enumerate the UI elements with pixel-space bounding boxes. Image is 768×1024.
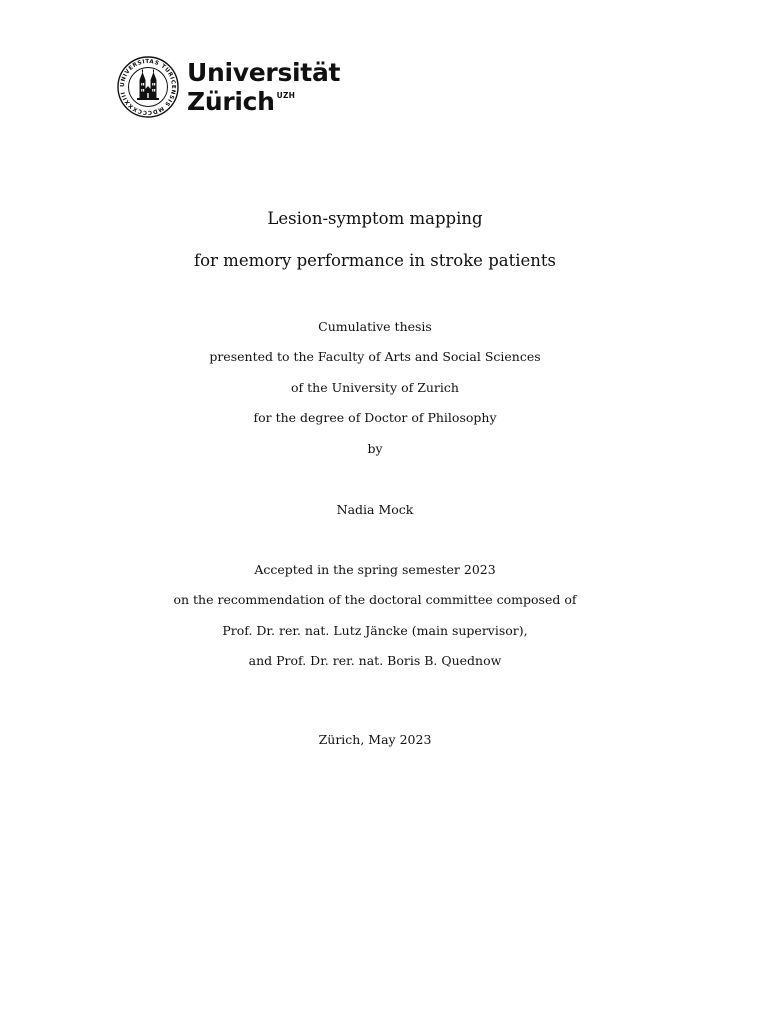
logo-line-universitat: Universität [187,58,341,87]
accepted-line: Accepted in the spring semester 2023 [254,562,496,577]
recommendation-line: on the recommendation of the doctoral committee composed of [173,592,577,607]
seal-ring-text: UNIVERSITAS TURICENSIS MDCCCXXXIII [119,58,177,116]
presented-to: presented to the Faculty of Arts and Social Sciences [209,349,541,364]
committee-member-line: and Prof. Dr. rer. nat. Boris B. Quednow [248,653,502,668]
logo-wordmark [187,60,340,114]
logo-abbreviation: UZH [276,91,296,100]
thesis-title-line-2: for memory performance in stroke patients [194,251,556,270]
place-and-date: Zürich, May 2023 [318,732,432,747]
thesis-title-line-1: Lesion-symptom mapping [267,209,483,228]
degree-line: for the degree of Doctor of Philosophy [253,410,497,425]
university-logo [117,56,340,118]
university-seal-icon [117,56,179,118]
university-name: of the University of Zurich [291,380,459,395]
author-name: Nadia Mock [336,502,414,517]
logo-line-zurich: Zürich [187,87,275,116]
logo-line-zurich-row [187,89,340,114]
thesis-type: Cumulative thesis [318,319,432,334]
supervisor-line: Prof. Dr. rer. nat. Lutz Jäncke (main supervisor), [222,623,528,638]
by-line: by [367,441,383,456]
